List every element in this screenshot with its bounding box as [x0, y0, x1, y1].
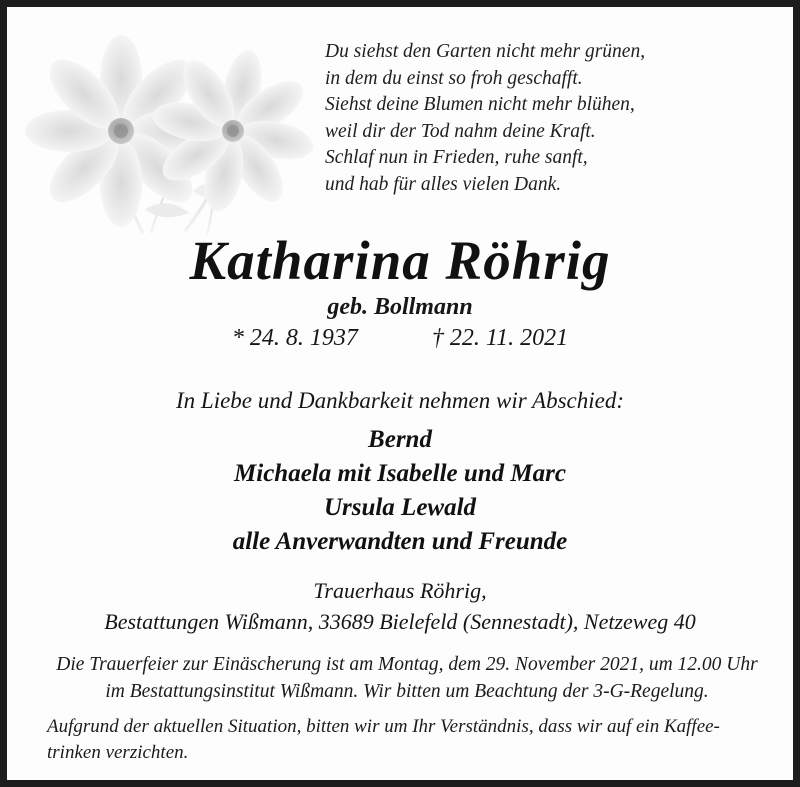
mourner-item: Michaela mit Isabelle und Marc: [234, 460, 566, 487]
deceased-name: Katharina Röhrig: [189, 230, 611, 291]
mourner-item: Bernd: [368, 426, 432, 453]
verse-line: und hab für alles vielen Dank.: [325, 173, 562, 195]
service-line-2: im Bestattungsinstitut Wißmann. Wir bitten um Beachtung der 3-G-Regelung.: [105, 681, 709, 702]
deceased-dates: [7, 325, 793, 352]
death-date: † 22. 11. 2021: [431, 325, 569, 351]
mourners-list: [7, 423, 793, 559]
venue-block: [7, 575, 793, 637]
memorial-verse: [325, 39, 765, 198]
deceased-maiden-name: geb. Bollmann: [327, 294, 473, 320]
verse-line: Siehst deine Blumen nicht mehr blühen,: [325, 94, 635, 115]
service-details: [47, 651, 767, 705]
verse-line: weil dir der Tod nahm deine Kraft.: [325, 120, 596, 142]
service-line-1: Die Trauerfeier zur Einäscherung ist am Montag, dem 29. November 2021, um 12.00 Uhr: [56, 654, 758, 675]
birth-date: * 24. 8. 1937: [231, 325, 358, 351]
closing-note: Aufgrund der aktuellen Situation, bitten wir um Ihr Verständnis, dass wir auf ein Kaffee-trinken verzichten.: [47, 716, 720, 763]
farewell-heading: In Liebe und Dankbarkeit nehmen wir Abschied:: [176, 388, 624, 413]
verse-line: Du siehst den Garten nicht mehr grünen,: [325, 41, 646, 62]
mourner-item: Ursula Lewald: [323, 494, 477, 521]
verse-line: in dem du einst so froh geschafft.: [325, 67, 583, 89]
obituary-content: [7, 7, 793, 780]
verse-line: Schlaf nun in Frieden, ruhe sanft,: [325, 147, 588, 168]
cosmos-flower-illustration-icon: [17, 13, 317, 238]
venue-line-2: Bestattungen Wißmann, 33689 Bielefeld (Sennestadt), Netzeweg 40: [104, 609, 696, 634]
mourner-item: alle Anverwandten und Freunde: [232, 528, 568, 555]
venue-line-1: Trauerhaus Röhrig,: [313, 578, 487, 603]
